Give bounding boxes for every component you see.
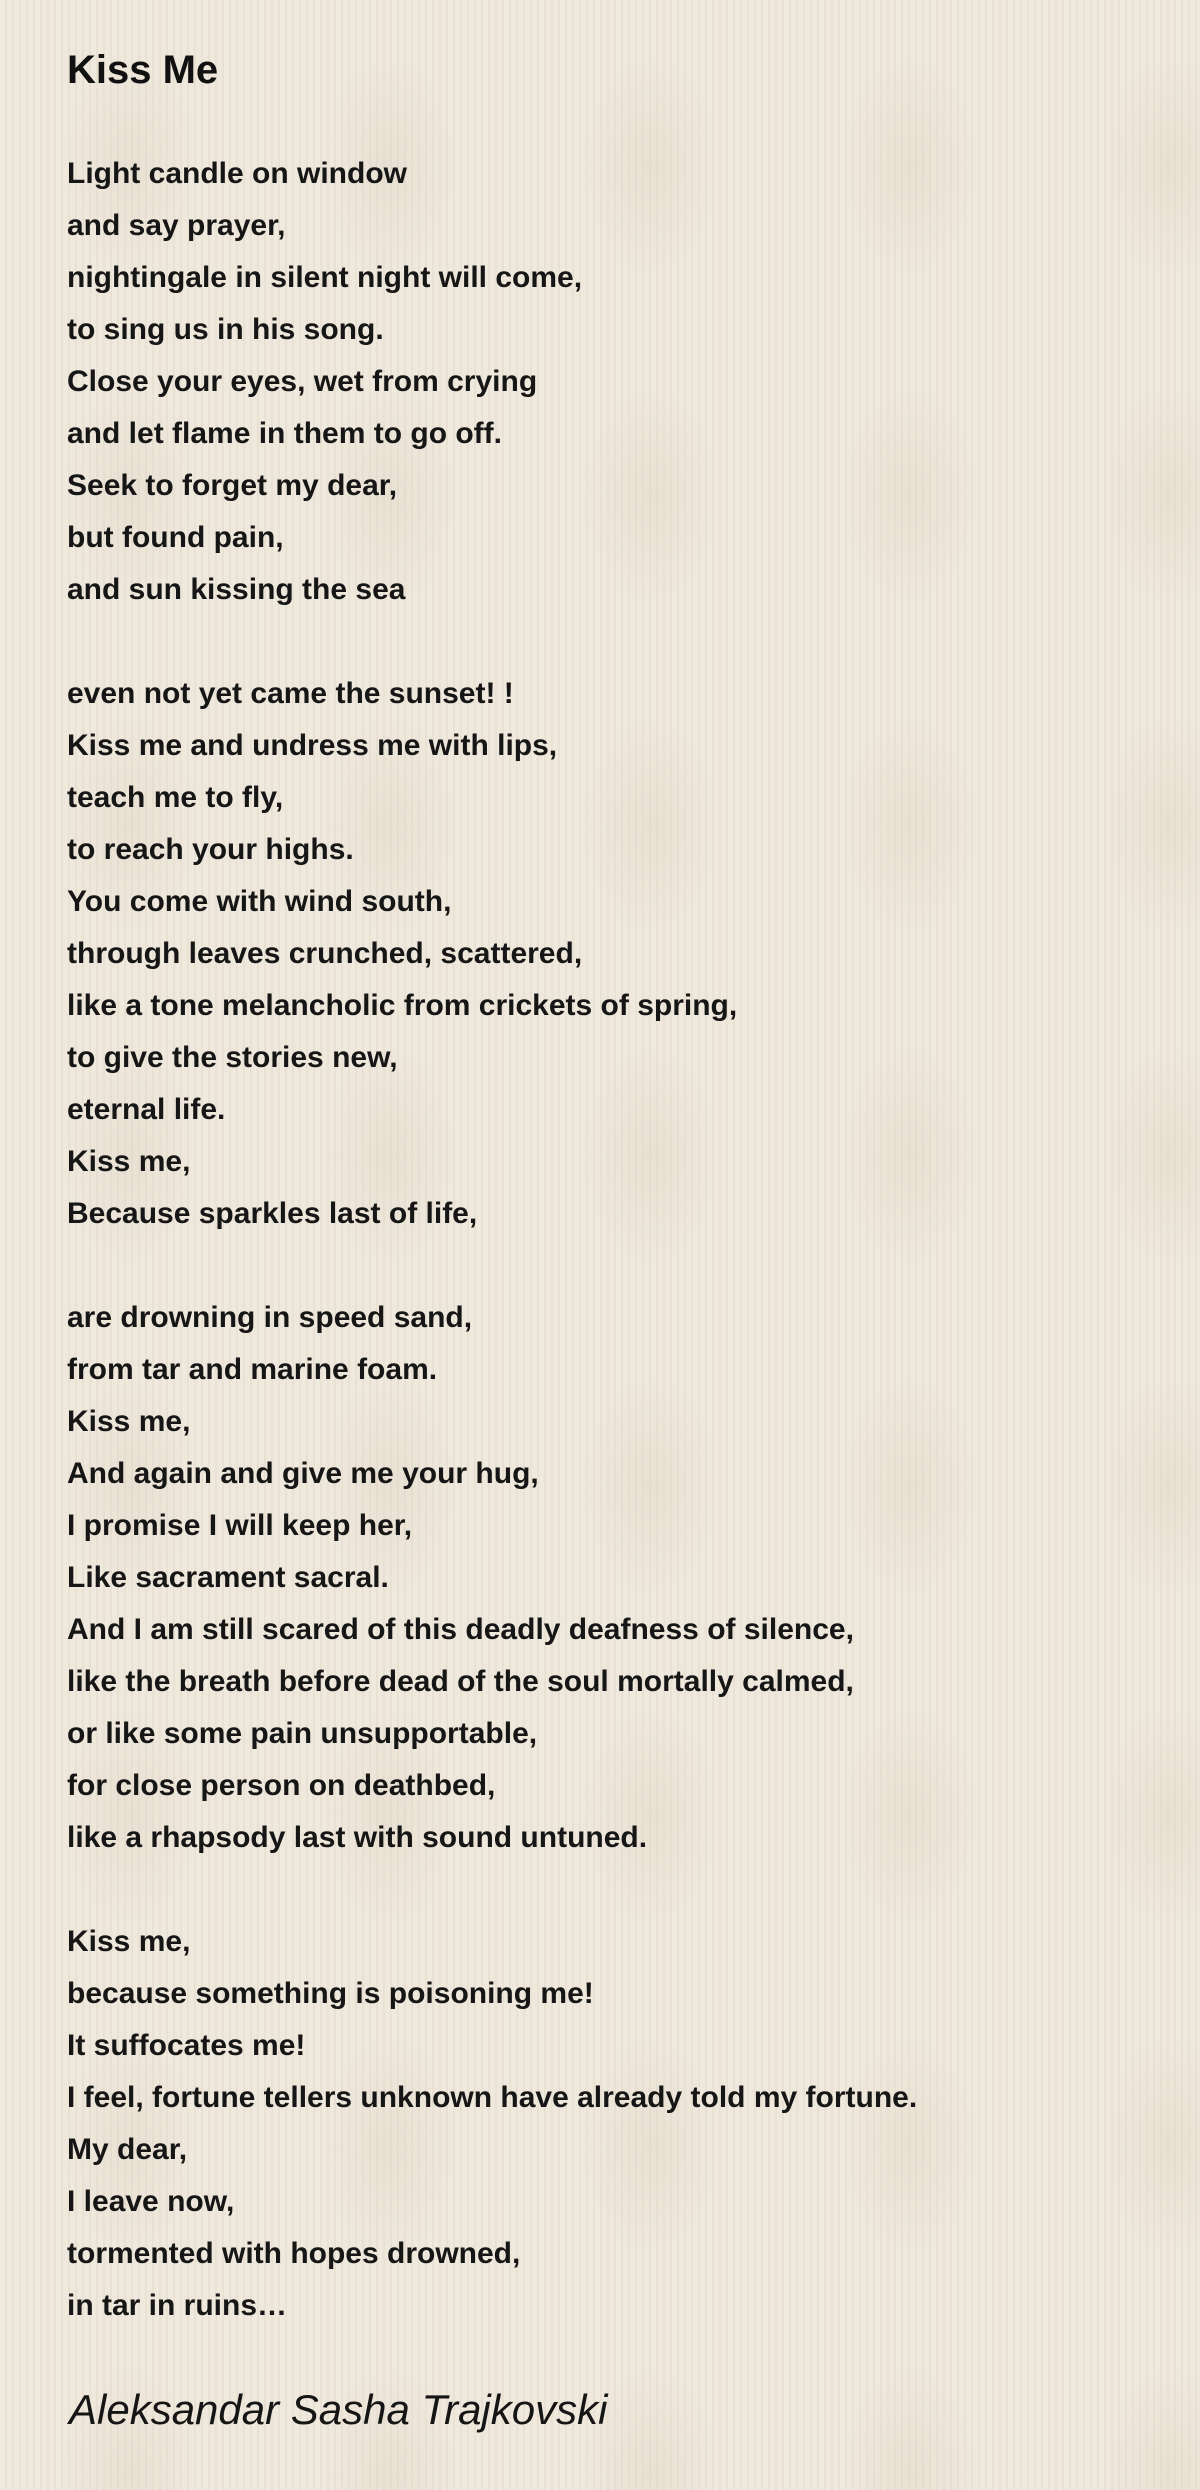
poem-line: to sing us in his song. xyxy=(67,313,384,346)
poem-line: I feel, fortune tellers unknown have already told my fortune. xyxy=(67,2081,918,2114)
poem-line: Like sacrament sacral. xyxy=(67,1561,389,1594)
poem-line: through leaves crunched, scattered, xyxy=(67,937,583,970)
poem-line: And I am still scared of this deadly deafness of silence, xyxy=(67,1613,854,1646)
poem-line: Kiss me, xyxy=(67,1405,191,1438)
poem-line: My dear, xyxy=(67,2133,188,2166)
poem-line: or like some pain unsupportable, xyxy=(67,1717,538,1750)
stanza-break xyxy=(67,1864,1147,1916)
poem-line: in tar in ruins… xyxy=(67,2289,288,2322)
poem-line: because something is poisoning me! xyxy=(67,1977,594,2010)
poem-line: and sun kissing the sea xyxy=(67,573,406,606)
poem-line: Kiss me, xyxy=(67,1925,191,1958)
poem-line: Kiss me, xyxy=(67,1145,191,1178)
poem-line: nightingale in silent night will come, xyxy=(67,261,583,294)
stanza-break xyxy=(67,616,1147,668)
poem-line: eternal life. xyxy=(67,1093,226,1126)
poem-line: tormented with hopes drowned, xyxy=(67,2237,521,2270)
poem-line: You come with wind south, xyxy=(67,885,452,918)
poem-line: and say prayer, xyxy=(67,209,286,242)
poem-line: from tar and marine foam. xyxy=(67,1353,438,1386)
poem-line: but found pain, xyxy=(67,521,284,554)
poem-line: I leave now, xyxy=(67,2185,235,2218)
poem-title: Kiss Me xyxy=(67,48,219,92)
poem-body xyxy=(67,148,1147,2332)
poem-line: I promise I will keep her, xyxy=(67,1509,413,1542)
poem-line: Kiss me and undress me with lips, xyxy=(67,729,558,762)
poem-line: Close your eyes, wet from crying xyxy=(67,365,538,398)
poem-line: even not yet came the sunset! ! xyxy=(67,677,514,710)
poem-line: Light candle on window xyxy=(67,157,407,190)
poem-line: like a tone melancholic from crickets of spring, xyxy=(67,989,738,1022)
poem-line: and let flame in them to go off. xyxy=(67,417,502,450)
poem-line: like a rhapsody last with sound untuned. xyxy=(67,1821,648,1854)
poem-line: are drowning in speed sand, xyxy=(67,1301,473,1334)
poem-line: like the breath before dead of the soul mortally calmed, xyxy=(67,1665,854,1698)
poem-line: to give the stories new, xyxy=(67,1041,398,1074)
poem-line: for close person on deathbed, xyxy=(67,1769,496,1802)
poem-author: Aleksandar Sasha Trajkovski xyxy=(69,2386,608,2433)
poem-line: to reach your highs. xyxy=(67,833,354,866)
stanza-break xyxy=(67,1240,1147,1292)
poem-line: And again and give me your hug, xyxy=(67,1457,539,1490)
poem-line: It suffocates me! xyxy=(67,2029,306,2062)
poem-line: Because sparkles last of life, xyxy=(67,1197,478,1230)
poem-line: Seek to forget my dear, xyxy=(67,469,398,502)
poem-line: teach me to fly, xyxy=(67,781,284,814)
